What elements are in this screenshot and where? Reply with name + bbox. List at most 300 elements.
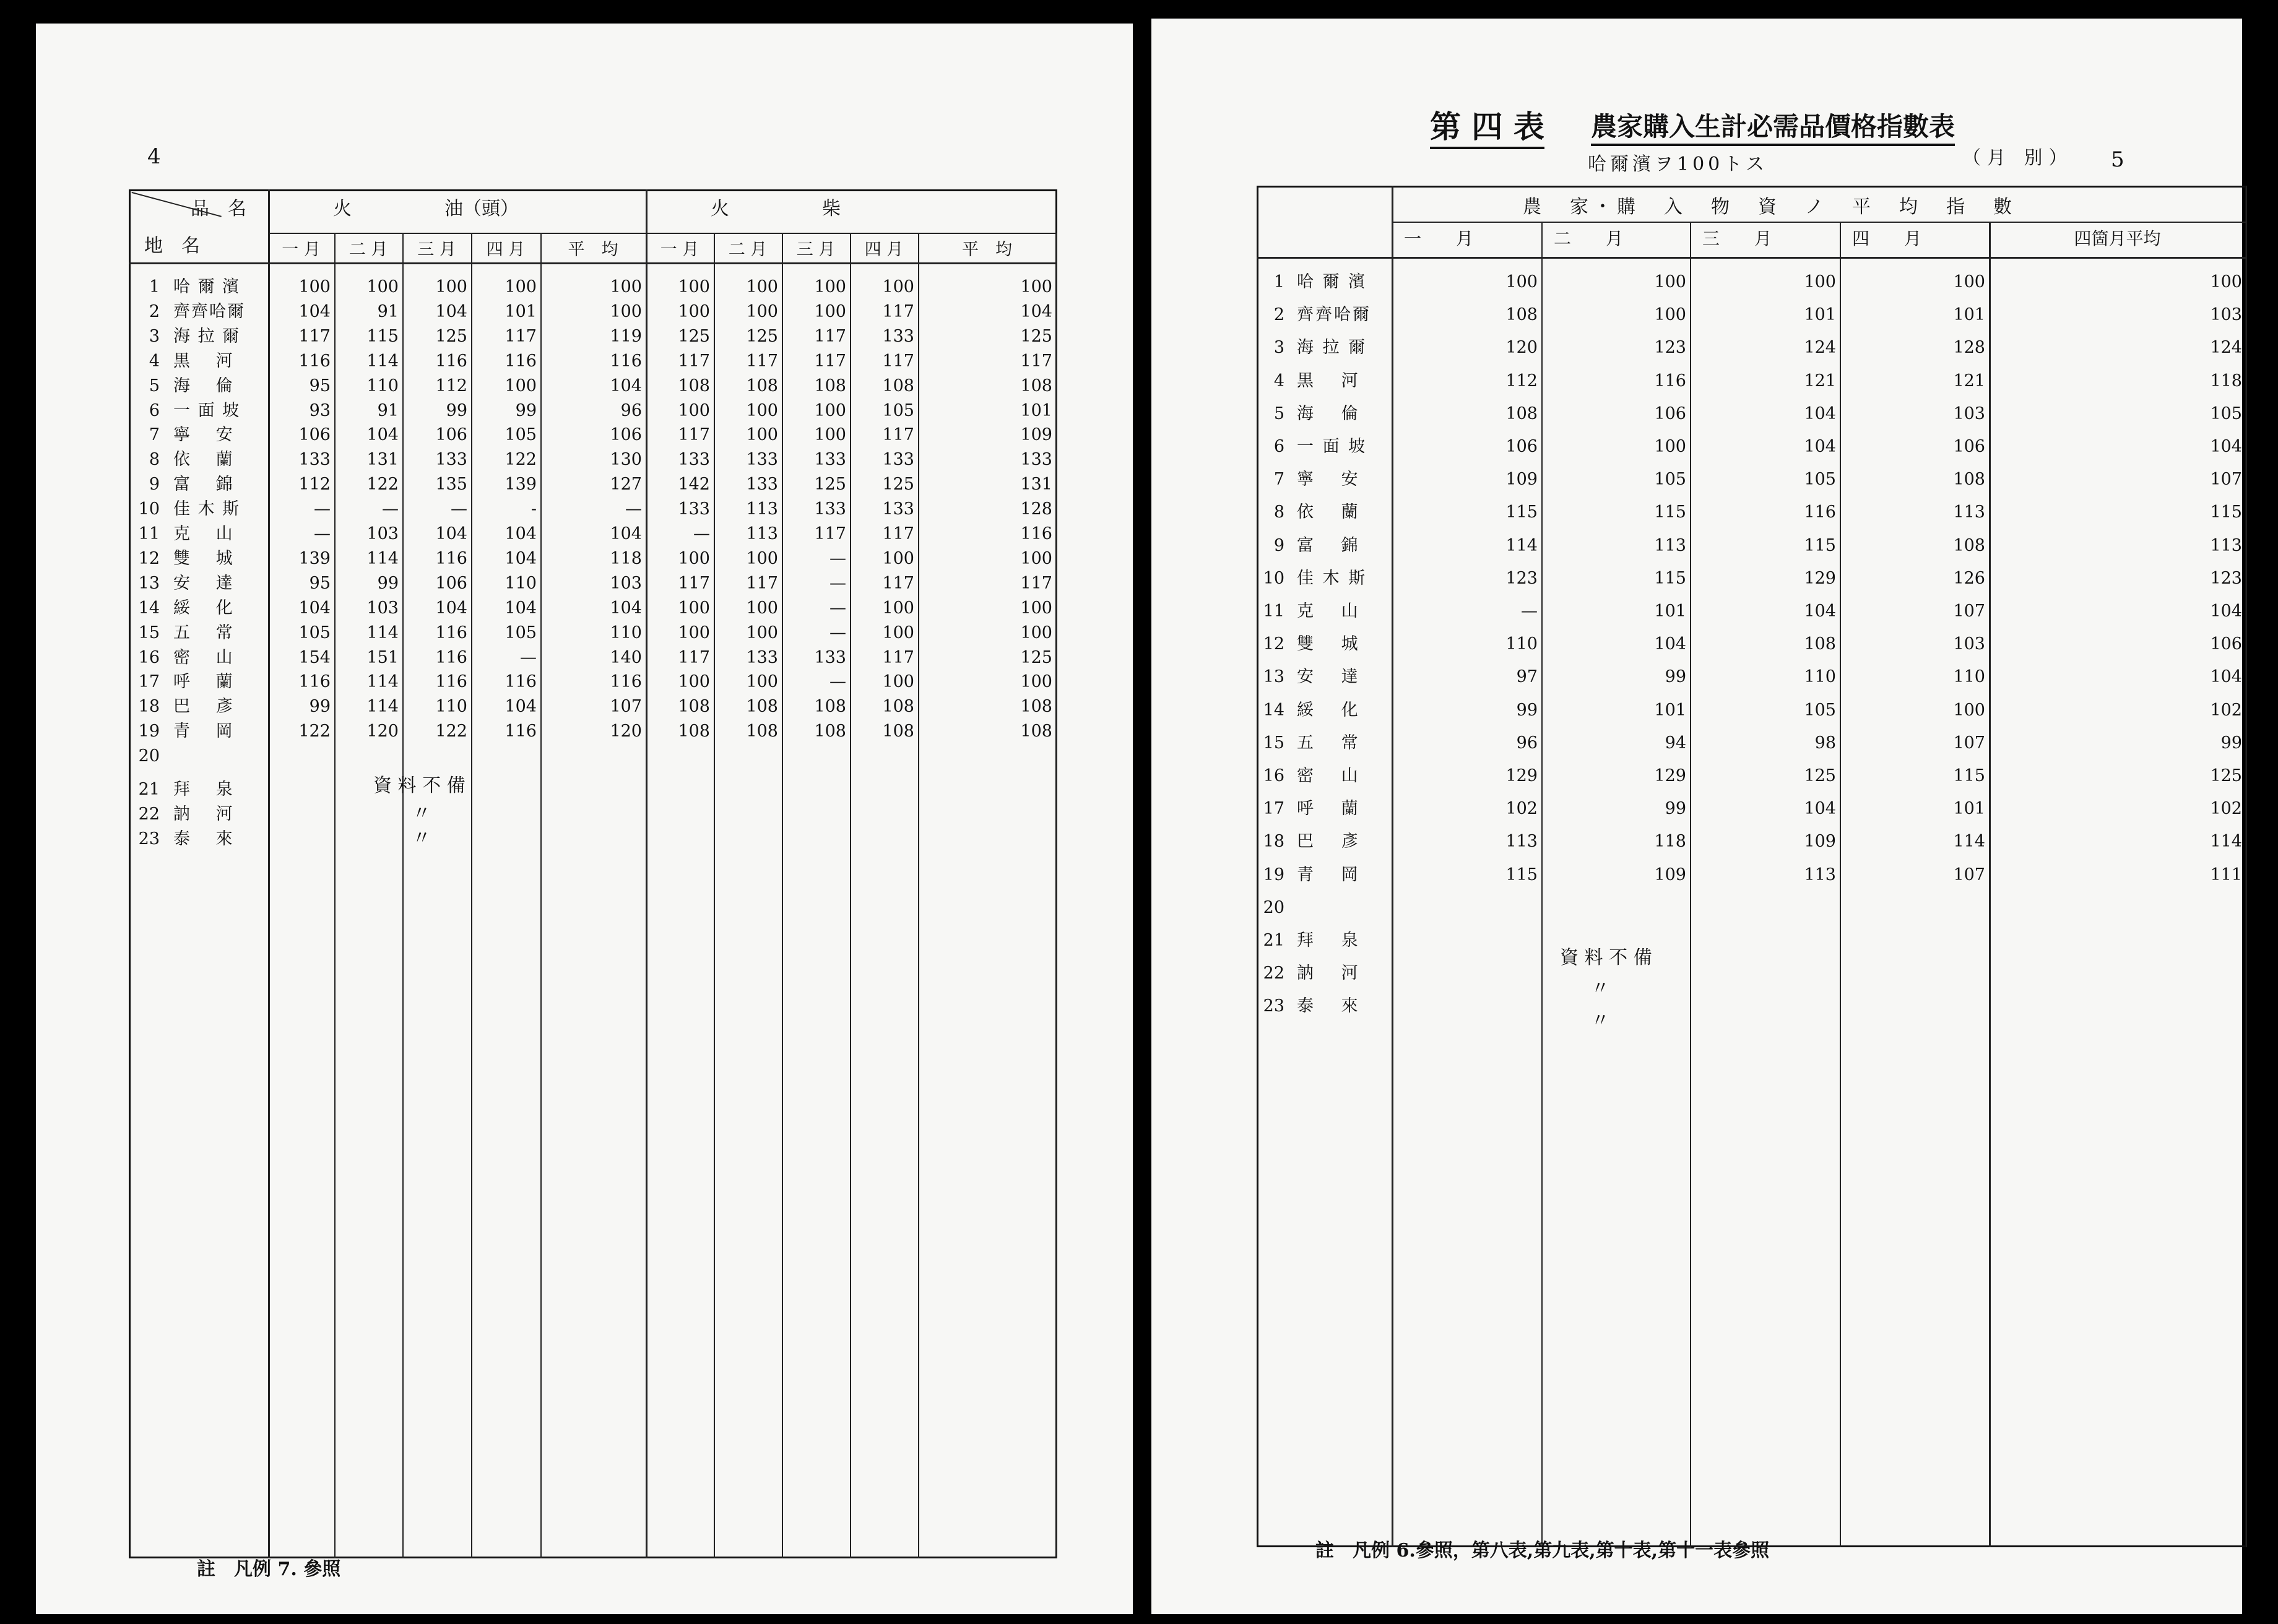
matches-value: 133 [814,450,846,470]
matches-value: 104 [1020,301,1052,321]
kerosene-value: 116 [435,647,467,667]
kerosene-value: 133 [298,450,331,470]
row-place-name: 黒 河 [1297,371,1360,391]
row-number: 7 [1273,470,1284,490]
matches-value: 117 [678,351,710,371]
header-rule [1392,222,2246,223]
right-page-number: 5 [2111,147,2124,172]
kerosene-value: 110 [610,623,642,642]
kerosene-value: 103 [610,573,642,593]
row-number: 3 [1273,338,1284,358]
row-place-name: 呼 蘭 [173,672,234,692]
kerosene-value: 112 [298,475,331,495]
matches-value: 105 [882,400,914,420]
right-page [1151,19,2242,1614]
index-value: 104 [2210,667,2242,687]
matches-value: 100 [882,548,914,568]
matches-value: 108 [1020,376,1052,395]
matches-value: 117 [678,573,710,593]
kerosene-value: 116 [435,351,467,371]
table-title: 農家購入生計必需品價格指數表 [1591,106,1955,146]
kerosene-value: 116 [298,672,331,692]
matches-value: 117 [882,647,914,667]
kerosene-value: 106 [298,425,331,445]
index-value: 102 [2210,799,2242,819]
left-stub-header-bottom: 地 名 [144,235,200,257]
index-value: 115 [1654,568,1686,588]
kerosene-value: 95 [309,376,331,395]
index-value: 113 [1804,865,1836,884]
index-value: 99 [1665,799,1686,819]
row-place-name: 富 錦 [1297,535,1360,555]
table-subtitle: 哈爾濱ヲ100トス [1588,153,1768,175]
kerosene-value: — [314,524,331,543]
kerosene-value: 100 [610,277,642,296]
right-ditto-mark-1: 〃 [1591,978,1609,1000]
kerosene-value: 139 [505,475,537,495]
row-number: 13 [138,573,160,593]
kerosene-value: 103 [366,524,399,543]
matches-value: 117 [882,425,914,445]
index-value: 100 [2210,272,2242,292]
index-value: 99 [1665,667,1686,687]
matches-value: 108 [814,722,846,741]
row-place-name: 訥 河 [1297,964,1360,983]
index-value: 97 [1516,667,1538,687]
kerosene-value: 100 [298,277,331,296]
kerosene-value: 104 [505,548,537,568]
kerosene-value: 110 [366,376,399,395]
index-value: 113 [1654,535,1686,555]
row-number: 17 [1263,799,1284,819]
kerosene-value: 122 [505,450,537,470]
matches-value: 108 [1020,722,1052,741]
matches-value: 117 [882,573,914,593]
kerosene-value: 99 [309,697,331,717]
row-place-name: 克 山 [173,524,234,543]
row-place-name: 雙 城 [173,548,234,568]
kerosene-value: 116 [505,672,537,692]
row-number: 15 [1263,733,1284,753]
index-value: 116 [1804,503,1836,522]
row-place-name: 五 常 [1297,733,1360,753]
row-number: 8 [149,450,160,470]
index-value: 113 [1505,832,1538,852]
row-place-name: 青 岡 [1297,865,1360,884]
month-header: 四箇月平均 [2074,228,2161,249]
index-value: 104 [1804,404,1836,423]
kerosene-month-header: 四 月 [486,240,526,259]
matches-value: — [829,672,846,692]
row-number: 10 [138,499,160,519]
index-value: 109 [1505,470,1538,490]
index-value: 100 [1953,700,1985,720]
index-value: 115 [1804,535,1836,555]
row-number: 23 [138,829,160,849]
header-rule [1257,257,2247,259]
row-place-name: 巴 彥 [1297,832,1360,852]
row-number: 18 [138,697,160,717]
kerosene-value: — [314,499,331,519]
right-footnote: 註 凡例 6.參照，第八表,第九表,第十表,第十一表參照 [1315,1540,1770,1561]
matches-value: 108 [882,722,914,741]
row-place-name: 富 錦 [173,475,234,495]
row-number: 14 [1263,700,1284,720]
matches-value: — [829,623,846,642]
kerosene-value: 130 [610,450,642,470]
matches-value: 100 [678,548,710,568]
kerosene-value: 100 [610,301,642,321]
matches-value: 117 [746,351,778,371]
month-header: 二 月 [1554,228,1624,249]
row-place-name: 齊齊哈爾 [173,301,245,321]
index-value: 123 [1505,568,1538,588]
index-value: 100 [1654,272,1686,292]
index-value: 105 [2210,404,2242,423]
row-number: 6 [149,400,160,420]
index-value: 103 [1953,634,1985,654]
row-place-name: 海 倫 [1297,404,1360,423]
index-value: 106 [2210,634,2242,654]
kerosene-value: 104 [610,376,642,395]
kerosene-value: 116 [505,722,537,741]
matches-value: 117 [1020,573,1052,593]
index-value: 102 [1505,799,1538,819]
row-number: 14 [138,598,160,618]
row-number: 2 [1273,305,1284,325]
matches-value: 100 [746,400,778,420]
row-place-name: 佳 木 斯 [1297,568,1367,588]
kerosene-value: 119 [610,326,642,346]
kerosene-value: 99 [515,400,537,420]
kerosene-value: 115 [366,326,399,346]
kerosene-value: 116 [435,548,467,568]
column-rule [1056,234,1057,1558]
kerosene-value: 104 [298,598,331,618]
matches-month-header: 平 均 [962,240,1012,259]
matches-value: 117 [882,524,914,543]
index-value: 108 [1804,634,1836,654]
index-value: 109 [1654,865,1686,884]
row-place-name: 佳 木 斯 [173,499,241,519]
row-number: 12 [138,548,160,568]
kerosene-value: — [382,499,399,519]
matches-value: 101 [1020,400,1052,420]
kerosene-value: 105 [505,425,537,445]
matches-value: 125 [1020,647,1052,667]
matches-value: 100 [746,672,778,692]
matches-value: 100 [678,623,710,642]
matches-value: — [829,573,846,593]
row-number: 10 [1263,568,1284,588]
kerosene-value: 133 [435,450,467,470]
matches-value: 113 [746,499,778,519]
row-place-name: 密 山 [1297,766,1360,785]
matches-value: 100 [746,301,778,321]
row-number: 4 [1273,371,1284,391]
kerosene-month-header: 平 均 [568,240,618,259]
index-value: 104 [2210,602,2242,621]
matches-value: 100 [678,672,710,692]
matches-value: 100 [746,548,778,568]
matches-value: 128 [1020,499,1052,519]
matches-value: 108 [746,697,778,717]
kerosene-value: 114 [366,672,399,692]
matches-value: 108 [1020,697,1052,717]
index-value: 128 [1953,338,1985,358]
row-place-name: 泰 來 [1297,996,1360,1016]
kerosene-value: 127 [610,475,642,495]
index-value: 105 [1804,470,1836,490]
index-value: 129 [1804,568,1836,588]
index-value: 129 [1505,766,1538,785]
matches-value: 125 [1020,326,1052,346]
kerosene-value: 93 [309,400,331,420]
index-value: 101 [1654,700,1686,720]
kerosene-value: 104 [435,524,467,543]
matches-value: 100 [678,301,710,321]
kerosene-month-header: 二 月 [349,240,388,259]
kerosene-value: 107 [610,697,642,717]
index-value: 115 [1953,766,1985,785]
row-place-name: 拜 泉 [1297,931,1360,950]
index-value: 108 [1505,404,1538,423]
row-place-name: 黒 河 [173,351,234,371]
kerosene-value: 101 [505,301,537,321]
kerosene-value: 104 [505,697,537,717]
index-value: 108 [1953,470,1985,490]
index-value: 100 [1953,272,1985,292]
row-number: 17 [138,672,160,692]
matches-value: 117 [882,351,914,371]
kerosene-value: 117 [505,326,537,346]
month-header: 四 月 [1852,228,1922,249]
kerosene-value: 91 [377,400,399,420]
index-value: 101 [1804,305,1836,325]
row-number: 9 [149,475,160,495]
row-place-name: 安 達 [1297,667,1360,687]
matches-value: 100 [746,425,778,445]
matches-month-header: 三 月 [796,240,836,259]
column-rule [268,189,270,1558]
index-value: 103 [2210,305,2242,325]
left-page [36,24,1133,1614]
kerosene-value: 106 [610,425,642,445]
row-place-name: 巴 彥 [173,697,234,717]
index-value: 100 [1505,272,1538,292]
index-value: 101 [1654,602,1686,621]
left-missing-data-note: 資 料 不 備 [373,775,466,797]
row-place-name: 安 達 [173,573,234,593]
index-value: 98 [1814,733,1836,753]
index-value: 113 [2210,535,2242,555]
matches-value: 133 [882,450,914,470]
kerosene-value: 131 [366,450,399,470]
kerosene-value: - [531,499,537,519]
kerosene-value: 105 [298,623,331,642]
kerosene-value: 118 [610,548,642,568]
kerosene-value: 135 [435,475,467,495]
matches-value: 100 [746,598,778,618]
index-value: 104 [2210,437,2242,456]
matches-value: 125 [678,326,710,346]
index-value: 126 [1953,568,1985,588]
matches-value: 100 [678,598,710,618]
matches-value: 108 [882,697,914,717]
index-value: 106 [1953,437,1985,456]
kerosene-month-header: 一 月 [282,240,321,259]
index-value: 113 [1953,503,1985,522]
index-value: 112 [1505,371,1538,391]
row-number: 20 [1263,897,1284,917]
kerosene-value: 104 [610,598,642,618]
index-value: 118 [2210,371,2242,391]
matches-value: 108 [678,697,710,717]
row-number: 7 [149,425,160,445]
kerosene-value: 116 [505,351,537,371]
row-place-name: 雙 城 [1297,634,1360,654]
index-value: 94 [1665,733,1686,753]
index-value: 110 [1505,634,1538,654]
matches-value: 125 [882,475,914,495]
row-place-name: 海 拉 爾 [173,326,241,346]
row-number: 11 [1263,602,1284,621]
index-value: 114 [1505,535,1538,555]
index-value: 100 [1654,437,1686,456]
kerosene-value: 104 [610,524,642,543]
kerosene-value: 151 [366,647,399,667]
matches-value: 133 [746,450,778,470]
index-value: 104 [1654,634,1686,654]
kerosene-value: 154 [298,647,331,667]
kerosene-value: — [520,647,537,667]
row-number: 12 [1263,634,1284,654]
matches-value: 117 [1020,351,1052,371]
matches-value: 100 [1020,277,1052,296]
matches-value: 100 [814,425,846,445]
left-footnote: 註 凡例 7. 參照 [197,1558,341,1580]
kerosene-value: 125 [435,326,467,346]
kerosene-value: 122 [366,475,399,495]
row-place-name: 密 山 [173,647,234,667]
index-value: 124 [2210,338,2242,358]
index-value: 125 [1804,766,1836,785]
index-value: 100 [1654,305,1686,325]
matches-value: 108 [882,376,914,395]
matches-value: 133 [678,450,710,470]
header-rule [268,233,1057,234]
kerosene-value: 100 [505,376,537,395]
index-value: 99 [2220,733,2242,753]
index-value: 124 [1804,338,1836,358]
index-value: 107 [1953,865,1985,884]
index-value: 108 [1953,535,1985,555]
matches-value: 108 [814,376,846,395]
kerosene-value: 116 [298,351,331,371]
matches-value: 100 [882,623,914,642]
matches-value: 133 [746,475,778,495]
kerosene-value: 122 [298,722,331,741]
kerosene-value: 110 [505,573,537,593]
row-number: 22 [1263,964,1284,983]
kerosene-value: 114 [366,548,399,568]
matches-month-header: 二 月 [728,240,768,259]
row-number: 2 [149,301,160,321]
index-value: 103 [1953,404,1985,423]
matches-value: 133 [814,499,846,519]
kerosene-value: — [451,499,467,519]
matches-value: 100 [1020,598,1052,618]
matches-value: 100 [678,400,710,420]
index-value: 108 [1505,305,1538,325]
row-place-name: 哈 爾 濱 [173,277,241,296]
kerosene-value: 104 [505,598,537,618]
kerosene-value: 103 [366,598,399,618]
matches-value: 117 [882,301,914,321]
matches-value: — [829,548,846,568]
right-missing-data-note: 資 料 不 備 [1560,947,1652,969]
row-place-name: 寧 安 [1297,470,1360,490]
table-unit: （月 別） [1962,147,2074,169]
matches-month-header: 一 月 [660,240,699,259]
index-value: 101 [1953,305,1985,325]
index-value: 125 [2210,766,2242,785]
kerosene-value: 100 [435,277,467,296]
index-value: 100 [1804,272,1836,292]
kerosene-value: 117 [298,326,331,346]
kerosene-value: 104 [505,524,537,543]
header-rule [129,262,1057,264]
index-value: 96 [1516,733,1538,753]
matches-value: 108 [678,722,710,741]
matches-value: 100 [814,277,846,296]
index-value: 104 [1804,602,1836,621]
row-number: 9 [1273,535,1284,555]
matches-value: 117 [746,573,778,593]
index-value: 129 [1654,766,1686,785]
kerosene-value: 106 [435,573,467,593]
kerosene-value: 106 [435,425,467,445]
matches-value: 117 [814,351,846,371]
row-number: 1 [149,277,160,296]
index-value: 106 [1654,404,1686,423]
index-value: 107 [2210,470,2242,490]
kerosene-value: — [625,499,642,519]
matches-value: 100 [1020,672,1052,692]
index-value: 104 [1804,437,1836,456]
row-place-name: 青 岡 [173,722,234,741]
left-ditto-mark-1: 〃 [412,803,431,824]
left-kerosene-header: 火 油（頭） [333,198,519,220]
row-number: 16 [138,647,160,667]
kerosene-value: 139 [298,548,331,568]
table-title-main: 第 四 表 [1430,102,1544,149]
matches-value: 109 [1020,425,1052,445]
matches-month-header: 四 月 [864,240,904,259]
index-value: 104 [1804,799,1836,819]
kerosene-value: 116 [610,351,642,371]
row-place-name: 寧 安 [173,425,234,445]
matches-value: 117 [814,326,846,346]
matches-value: 100 [746,277,778,296]
row-place-name: 一 面 坡 [1297,437,1367,456]
row-place-name: 綏 化 [173,598,234,618]
matches-value: 117 [678,425,710,445]
matches-value: 100 [814,301,846,321]
index-value: 115 [1505,865,1538,884]
matches-value: 100 [814,400,846,420]
kerosene-value: 116 [610,672,642,692]
